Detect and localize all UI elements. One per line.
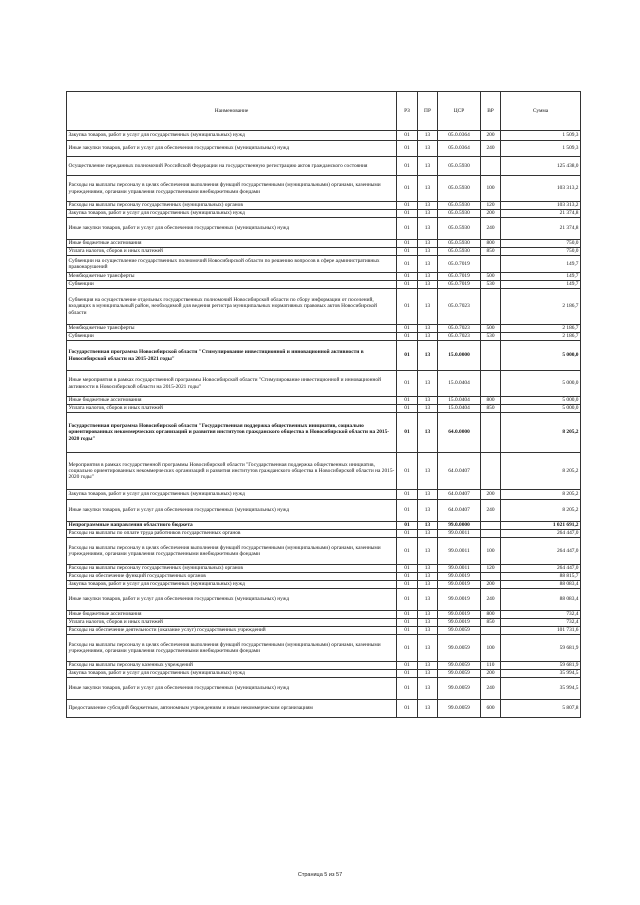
cell-rz: 01 xyxy=(397,405,418,413)
table-row xyxy=(67,325,581,333)
cell-sum: 732,4 xyxy=(501,611,581,619)
cell-pr: 13 xyxy=(418,589,438,611)
cell-pr: 13 xyxy=(418,662,438,670)
cell-name: Расходы на выплаты персоналу казенных учреждений xyxy=(67,662,397,670)
cell-sum: 1 021 691,2 xyxy=(501,522,581,530)
cell-pr: 13 xyxy=(418,141,438,157)
header-name: Наименование xyxy=(67,92,397,131)
cell-sum: 21 374,8 xyxy=(501,218,581,240)
cell-vr: 850 xyxy=(481,248,501,256)
cell-vr xyxy=(481,573,501,581)
cell-pr: 13 xyxy=(418,157,438,176)
table-row xyxy=(67,522,581,530)
cell-pr: 13 xyxy=(418,397,438,405)
cell-pr: 13 xyxy=(418,413,438,453)
cell-csr: 05.0.7019 xyxy=(438,281,481,289)
cell-csr: 05.0.5930 xyxy=(438,176,481,202)
cell-name: Предоставление субсидий бюджетным, автономным учреждениям и иным некоммерческим организациям xyxy=(67,700,397,718)
cell-name: Мероприятия в рамках государственной программы Новосибирской области "Государственная поддержка общественных инициатив, социально ориентированных некоммерческих организаций и развития институтов гражданского общества в Новосибирской области на 2015-2020 годы" xyxy=(67,453,397,490)
table-row xyxy=(67,700,581,718)
cell-rz: 01 xyxy=(397,397,418,405)
cell-rz: 01 xyxy=(397,176,418,202)
table-row xyxy=(67,619,581,627)
cell-rz: 01 xyxy=(397,678,418,700)
table-row xyxy=(67,662,581,670)
cell-sum: 21 374,8 xyxy=(501,210,581,218)
cell-pr: 13 xyxy=(418,453,438,490)
table-row xyxy=(67,273,581,281)
cell-name: Иные закупки товаров, работ и услуг для обеспечения государственных (муниципальных) нужд xyxy=(67,141,397,157)
cell-vr: 200 xyxy=(481,670,501,678)
cell-sum: 59 681,9 xyxy=(501,635,581,662)
cell-rz: 01 xyxy=(397,248,418,256)
table-row xyxy=(67,405,581,413)
cell-vr xyxy=(481,530,501,538)
cell-name: Иные бюджетные ассигнования xyxy=(67,611,397,619)
cell-sum: 2 186,7 xyxy=(501,289,581,325)
cell-vr: 100 xyxy=(481,538,501,565)
cell-pr: 13 xyxy=(418,538,438,565)
header-rz: РЗ xyxy=(397,92,418,131)
cell-csr: 99.0.0011 xyxy=(438,538,481,565)
cell-rz: 01 xyxy=(397,670,418,678)
cell-csr: 05.0.5930 xyxy=(438,218,481,240)
cell-rz: 01 xyxy=(397,333,418,341)
cell-csr: 64.0.0407 xyxy=(438,453,481,490)
cell-csr: 99.0.0059 xyxy=(438,700,481,718)
table-row xyxy=(67,157,581,176)
cell-name: Закупка товаров, работ и услуг для государственных (муниципальных) нужд xyxy=(67,490,397,500)
cell-sum: 149,7 xyxy=(501,256,581,273)
cell-rz: 01 xyxy=(397,700,418,718)
cell-vr: 200 xyxy=(481,210,501,218)
cell-sum: 35 994,5 xyxy=(501,670,581,678)
cell-name: Закупка товаров, работ и услуг для государственных (муниципальных) нужд xyxy=(67,131,397,141)
cell-rz: 01 xyxy=(397,218,418,240)
cell-pr: 13 xyxy=(418,218,438,240)
cell-pr: 13 xyxy=(418,248,438,256)
cell-vr xyxy=(481,341,501,371)
table-row xyxy=(67,210,581,218)
cell-sum: 264 447,0 xyxy=(501,565,581,573)
table-row xyxy=(67,565,581,573)
cell-csr: 05.0.7019 xyxy=(438,273,481,281)
cell-rz: 01 xyxy=(397,371,418,397)
cell-rz: 01 xyxy=(397,289,418,325)
cell-csr: 05.0.5930 xyxy=(438,210,481,218)
cell-vr xyxy=(481,157,501,176)
cell-vr xyxy=(481,522,501,530)
cell-name: Расходы на выплаты персоналу в целях обеспечения выполнения функций государственными (муниципальными) органами, казенными учреждениями, органами управления государственными внебюджетными фондами xyxy=(67,176,397,202)
cell-sum: 101 731,6 xyxy=(501,627,581,635)
table-row xyxy=(67,453,581,490)
cell-csr: 15.0.0000 xyxy=(438,341,481,371)
cell-pr: 13 xyxy=(418,530,438,538)
cell-csr: 99.0.0019 xyxy=(438,611,481,619)
cell-csr: 15.0.0404 xyxy=(438,405,481,413)
table-row xyxy=(67,240,581,248)
cell-sum: 1 509,3 xyxy=(501,131,581,141)
cell-name: Иные закупки товаров, работ и услуг для обеспечения государственных (муниципальных) нужд xyxy=(67,218,397,240)
cell-csr: 99.0.0019 xyxy=(438,573,481,581)
cell-vr xyxy=(481,627,501,635)
cell-pr: 13 xyxy=(418,500,438,522)
cell-sum: 125 438,0 xyxy=(501,157,581,176)
cell-pr: 13 xyxy=(418,573,438,581)
cell-rz: 01 xyxy=(397,413,418,453)
page-number: Страница 5 из 57 xyxy=(297,872,343,878)
cell-rz: 01 xyxy=(397,573,418,581)
cell-name: Субвенции на осуществление государственных полномочий Новосибирской области по решению вопросов в сфере административных правонарушений xyxy=(67,256,397,273)
cell-rz: 01 xyxy=(397,619,418,627)
cell-sum: 2 186,7 xyxy=(501,325,581,333)
cell-csr: 05.0.7023 xyxy=(438,325,481,333)
cell-rz: 01 xyxy=(397,530,418,538)
cell-name: Расходы на выплаты персоналу в целях обеспечения выполнения функций государственными (муниципальными) органами, казенными учреждениями, органами управления государственными внебюджетными фондами xyxy=(67,538,397,565)
table-row xyxy=(67,627,581,635)
cell-vr xyxy=(481,413,501,453)
cell-rz: 01 xyxy=(397,538,418,565)
cell-name: Субвенции xyxy=(67,333,397,341)
cell-name: Иные бюджетные ассигнования xyxy=(67,397,397,405)
cell-pr: 13 xyxy=(418,371,438,397)
cell-name: Расходы на обеспечение функций государственных органов xyxy=(67,573,397,581)
cell-vr: 850 xyxy=(481,405,501,413)
cell-vr: 600 xyxy=(481,700,501,718)
table-row xyxy=(67,635,581,662)
cell-sum: 264 447,0 xyxy=(501,530,581,538)
cell-name: Расходы на выплаты персоналу государственных (муниципальных) органов xyxy=(67,565,397,573)
cell-csr: 05.0.5930 xyxy=(438,157,481,176)
cell-name: Субвенции xyxy=(67,281,397,289)
table-row xyxy=(67,141,581,157)
cell-pr: 13 xyxy=(418,611,438,619)
cell-vr: 240 xyxy=(481,141,501,157)
cell-csr: 99.0.0011 xyxy=(438,530,481,538)
cell-pr: 13 xyxy=(418,281,438,289)
cell-csr: 99.0.0059 xyxy=(438,662,481,670)
cell-rz: 01 xyxy=(397,565,418,573)
cell-rz: 01 xyxy=(397,240,418,248)
cell-name: Расходы на выплаты по оплате труда работников государственных органов xyxy=(67,530,397,538)
cell-csr: 05.0.7023 xyxy=(438,333,481,341)
cell-rz: 01 xyxy=(397,662,418,670)
cell-sum: 2 186,7 xyxy=(501,333,581,341)
cell-pr: 13 xyxy=(418,581,438,589)
cell-rz: 01 xyxy=(397,325,418,333)
cell-vr xyxy=(481,289,501,325)
cell-name: Закупка товаров, работ и услуг для государственных (муниципальных) нужд xyxy=(67,670,397,678)
cell-name: Расходы на выплаты персоналу государственных (муниципальных) органов xyxy=(67,202,397,210)
table-row xyxy=(67,289,581,325)
table-row xyxy=(67,413,581,453)
table-row xyxy=(67,573,581,581)
cell-pr: 13 xyxy=(418,627,438,635)
table-row xyxy=(67,670,581,678)
table-row xyxy=(67,371,581,397)
header-pr: ПР xyxy=(418,92,438,131)
table-row xyxy=(67,397,581,405)
cell-name: Межбюджетные трансферты xyxy=(67,325,397,333)
cell-rz: 01 xyxy=(397,589,418,611)
cell-name: Уплата налогов, сборов и иных платежей xyxy=(67,248,397,256)
cell-vr: 200 xyxy=(481,131,501,141)
cell-vr: 200 xyxy=(481,490,501,500)
header-csr: ЦСР xyxy=(438,92,481,131)
table-row xyxy=(67,581,581,589)
cell-pr: 13 xyxy=(418,635,438,662)
cell-name: Закупка товаров, работ и услуг для государственных (муниципальных) нужд xyxy=(67,581,397,589)
cell-sum: 35 994,5 xyxy=(501,678,581,700)
cell-csr: 99.0.0019 xyxy=(438,589,481,611)
cell-rz: 01 xyxy=(397,611,418,619)
cell-vr xyxy=(481,453,501,490)
cell-csr: 05.0.5930 xyxy=(438,248,481,256)
cell-rz: 01 xyxy=(397,256,418,273)
cell-csr: 05.0.7023 xyxy=(438,289,481,325)
cell-sum: 5 000,0 xyxy=(501,371,581,397)
cell-csr: 05.0.0364 xyxy=(438,131,481,141)
cell-vr: 240 xyxy=(481,589,501,611)
table-row xyxy=(67,611,581,619)
cell-pr: 13 xyxy=(418,341,438,371)
cell-sum: 8 205,2 xyxy=(501,490,581,500)
cell-sum: 8 205,2 xyxy=(501,500,581,522)
cell-vr: 240 xyxy=(481,678,501,700)
table-row xyxy=(67,281,581,289)
cell-csr: 99.0.0011 xyxy=(438,565,481,573)
cell-sum: 103 313,2 xyxy=(501,176,581,202)
cell-name: Уплата налогов, сборов и иных платежей xyxy=(67,619,397,627)
cell-name: Государственная программа Новосибирской области "Стимулирование инвестиционной и инновационной активности в Новосибирской области на 2015-2021 годы" xyxy=(67,341,397,371)
table-row xyxy=(67,176,581,202)
cell-pr: 13 xyxy=(418,490,438,500)
cell-vr: 800 xyxy=(481,397,501,405)
cell-sum: 5 000,0 xyxy=(501,405,581,413)
cell-name: Уплата налогов, сборов и иных платежей xyxy=(67,405,397,413)
header-vr: ВР xyxy=(481,92,501,131)
cell-csr: 15.0.0404 xyxy=(438,371,481,397)
cell-sum: 59 681,9 xyxy=(501,662,581,670)
cell-name: Закупка товаров, работ и услуг для государственных (муниципальных) нужд xyxy=(67,210,397,218)
cell-rz: 01 xyxy=(397,210,418,218)
cell-pr: 13 xyxy=(418,678,438,700)
cell-rz: 01 xyxy=(397,273,418,281)
cell-pr: 13 xyxy=(418,565,438,573)
cell-rz: 01 xyxy=(397,635,418,662)
cell-name: Субвенция на осуществление отдельных государственных полномочий Новосибирской области по сбору информации от поселений, входящих в муниципальный район, необходимой для ведения регистра муниципальных нормативных правовых актов Новосибирской области xyxy=(67,289,397,325)
cell-csr: 05.0.0364 xyxy=(438,141,481,157)
table-row xyxy=(67,490,581,500)
table-row xyxy=(67,678,581,700)
cell-pr: 13 xyxy=(418,289,438,325)
table-row xyxy=(67,131,581,141)
cell-rz: 01 xyxy=(397,202,418,210)
cell-sum: 5 000,0 xyxy=(501,341,581,371)
cell-sum: 8 205,2 xyxy=(501,453,581,490)
cell-vr: 530 xyxy=(481,281,501,289)
cell-vr: 850 xyxy=(481,619,501,627)
cell-name: Государственная программа Новосибирской области "Государственная поддержка общественных инициатив, социально ориентированных некоммерческих организаций и развития институтов гражданского общества в Новосибирской области на 2015-2020 годы" xyxy=(67,413,397,453)
cell-rz: 01 xyxy=(397,131,418,141)
cell-pr: 13 xyxy=(418,176,438,202)
cell-sum: 750,0 xyxy=(501,248,581,256)
cell-sum: 88 815,7 xyxy=(501,573,581,581)
cell-pr: 13 xyxy=(418,210,438,218)
cell-name: Иные закупки товаров, работ и услуг для обеспечения государственных (муниципальных) нужд xyxy=(67,500,397,522)
cell-csr: 15.0.0404 xyxy=(438,397,481,405)
table-row xyxy=(67,333,581,341)
cell-vr xyxy=(481,256,501,273)
table-row xyxy=(67,341,581,371)
table-row xyxy=(67,218,581,240)
cell-pr: 13 xyxy=(418,405,438,413)
cell-vr: 800 xyxy=(481,240,501,248)
cell-vr: 110 xyxy=(481,662,501,670)
cell-name: Межбюджетные трансферты xyxy=(67,273,397,281)
cell-name: Иные бюджетные ассигнования xyxy=(67,240,397,248)
cell-name: Иные мероприятия в рамках государственной программы Новосибирской области "Стимулирование инвестиционной и инновационной активности в Новосибирской области на 2015-2021 годы" xyxy=(67,371,397,397)
cell-name: Расходы на выплаты персоналу в целях обеспечения выполнения функций государственными (муниципальными) органами, казенными учреждениями, органами управления государственными внебюджетными фондами xyxy=(67,635,397,662)
cell-vr: 100 xyxy=(481,176,501,202)
table-row xyxy=(67,500,581,522)
cell-vr: 500 xyxy=(481,273,501,281)
cell-sum: 264 447,0 xyxy=(501,538,581,565)
cell-name: Непрограммные направления областного бюджета xyxy=(67,522,397,530)
cell-name: Осуществление переданных полномочий Российской Федерации на государственную регистрацию актов гражданского состояния xyxy=(67,157,397,176)
cell-sum: 8 205,2 xyxy=(501,413,581,453)
cell-pr: 13 xyxy=(418,240,438,248)
cell-vr: 800 xyxy=(481,611,501,619)
cell-pr: 13 xyxy=(418,700,438,718)
cell-sum: 103 313,2 xyxy=(501,202,581,210)
cell-pr: 13 xyxy=(418,273,438,281)
cell-sum: 1 509,3 xyxy=(501,141,581,157)
cell-rz: 01 xyxy=(397,141,418,157)
cell-vr xyxy=(481,371,501,397)
cell-rz: 01 xyxy=(397,627,418,635)
cell-name: Расходы на обеспечение деятельности (оказание услуг) государственных учреждений xyxy=(67,627,397,635)
cell-csr: 99.0.0000 xyxy=(438,522,481,530)
cell-csr: 99.0.0019 xyxy=(438,581,481,589)
cell-sum: 5 000,0 xyxy=(501,397,581,405)
cell-sum: 750,0 xyxy=(501,240,581,248)
cell-csr: 64.0.0000 xyxy=(438,413,481,453)
cell-sum: 149,7 xyxy=(501,273,581,281)
cell-pr: 13 xyxy=(418,619,438,627)
cell-rz: 01 xyxy=(397,522,418,530)
cell-csr: 99.0.0019 xyxy=(438,619,481,627)
cell-rz: 01 xyxy=(397,500,418,522)
table-row xyxy=(67,202,581,210)
cell-csr: 05.0.5930 xyxy=(438,202,481,210)
cell-sum: 5 807,8 xyxy=(501,700,581,718)
cell-vr: 240 xyxy=(481,500,501,522)
cell-sum: 149,7 xyxy=(501,281,581,289)
cell-rz: 01 xyxy=(397,453,418,490)
cell-vr: 120 xyxy=(481,565,501,573)
cell-csr: 05.0.7019 xyxy=(438,256,481,273)
cell-vr: 500 xyxy=(481,325,501,333)
cell-csr: 05.0.5930 xyxy=(438,240,481,248)
cell-vr: 530 xyxy=(481,333,501,341)
cell-vr: 100 xyxy=(481,635,501,662)
cell-sum: 88 083,4 xyxy=(501,581,581,589)
cell-rz: 01 xyxy=(397,490,418,500)
cell-csr: 99.0.0059 xyxy=(438,678,481,700)
budget-table xyxy=(66,91,581,718)
cell-rz: 01 xyxy=(397,157,418,176)
cell-vr: 120 xyxy=(481,202,501,210)
cell-rz: 01 xyxy=(397,281,418,289)
table-row xyxy=(67,530,581,538)
cell-csr: 64.0.0407 xyxy=(438,500,481,522)
cell-pr: 13 xyxy=(418,325,438,333)
cell-rz: 01 xyxy=(397,581,418,589)
table-row xyxy=(67,256,581,273)
table-row xyxy=(67,589,581,611)
cell-pr: 13 xyxy=(418,333,438,341)
cell-pr: 13 xyxy=(418,256,438,273)
cell-csr: 99.0.0059 xyxy=(438,627,481,635)
cell-name: Иные закупки товаров, работ и услуг для обеспечения государственных (муниципальных) нужд xyxy=(67,589,397,611)
cell-csr: 99.0.0059 xyxy=(438,635,481,662)
table-header-row xyxy=(67,92,581,131)
cell-rz: 01 xyxy=(397,341,418,371)
cell-sum: 732,4 xyxy=(501,619,581,627)
cell-vr: 200 xyxy=(481,581,501,589)
cell-pr: 13 xyxy=(418,670,438,678)
table-row xyxy=(67,248,581,256)
cell-csr: 64.0.0407 xyxy=(438,490,481,500)
cell-pr: 13 xyxy=(418,522,438,530)
header-sum: Сумма xyxy=(501,92,581,131)
cell-pr: 13 xyxy=(418,131,438,141)
table-row xyxy=(67,538,581,565)
cell-sum: 88 083,4 xyxy=(501,589,581,611)
cell-vr: 240 xyxy=(481,218,501,240)
cell-pr: 13 xyxy=(418,202,438,210)
cell-name: Иные закупки товаров, работ и услуг для обеспечения государственных (муниципальных) нужд xyxy=(67,678,397,700)
cell-csr: 99.0.0059 xyxy=(438,670,481,678)
